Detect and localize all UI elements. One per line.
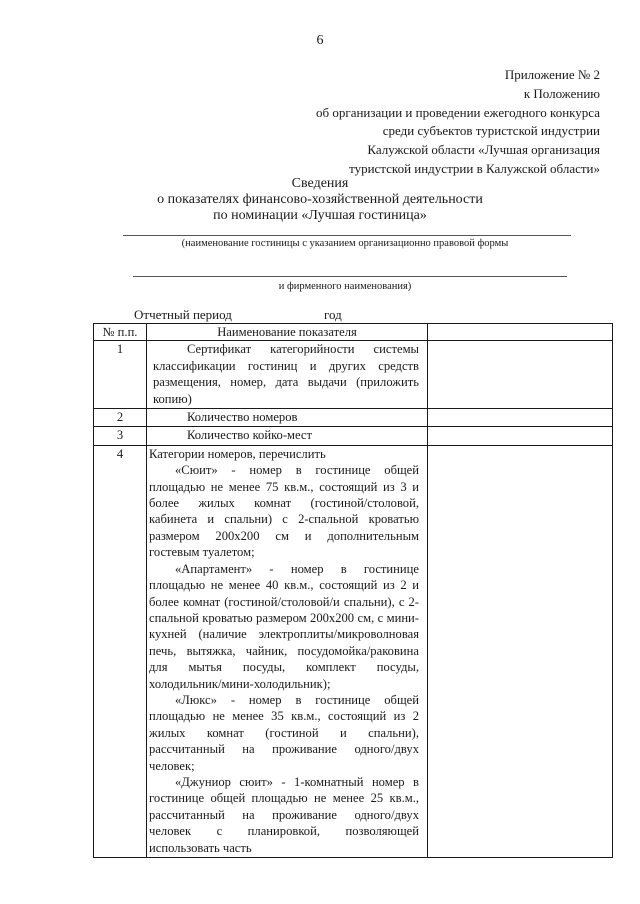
column-header-number: № п.п. bbox=[94, 324, 147, 341]
indicator-text: Количество койко-мест bbox=[147, 427, 428, 445]
indicator-text: Сертификат категорийности системы классификации гостиниц и других средств размещения, номер, дата выдачи (приложить копию) bbox=[147, 341, 428, 409]
period-year-label: год bbox=[324, 307, 342, 322]
table-header-row bbox=[94, 324, 613, 341]
page-number: 6 bbox=[316, 33, 324, 48]
table-row bbox=[94, 445, 613, 857]
indicators-table bbox=[93, 323, 613, 858]
document-subtitle: о показателях финансово-хозяйственной деятельности bbox=[157, 192, 483, 207]
value-cell[interactable] bbox=[428, 324, 613, 341]
period-label: Отчетный период bbox=[134, 307, 232, 322]
room-category-junior-suite: «Джуниор сюит» - 1-комнатный номер в гостинице общей площадью не менее 25 кв.м., рассчитанный на проживание одного/двух человек с планировкой, позволяющей использовать часть bbox=[149, 774, 419, 855]
annex-line: Калужской области «Лучшая организация bbox=[367, 142, 600, 158]
hotel-name-blank-line-2 bbox=[133, 276, 567, 277]
annex-line: Приложение № 2 bbox=[504, 67, 600, 82]
value-cell[interactable] bbox=[428, 341, 613, 409]
row-number: 3 bbox=[94, 427, 147, 445]
table-row bbox=[94, 341, 613, 409]
document-heading bbox=[0, 176, 640, 224]
room-categories-intro: Категории номеров, перечислить bbox=[149, 446, 326, 461]
reporting-period bbox=[134, 307, 342, 323]
document-title: Сведения bbox=[291, 176, 349, 191]
annex-header bbox=[316, 66, 600, 179]
table-row bbox=[94, 409, 613, 427]
room-category-suite: «Сюит» - номер в гостинице общей площадью не менее 75 кв.м., состоящий из 3 и более жилых комнат (гостиной/столовой, кабинета и спальни) с 2-спальной кроватью размером 200x200 см и дополнительным гостевым туалетом; bbox=[149, 463, 419, 560]
hotel-name-note-2: и фирменного наименования) bbox=[278, 281, 412, 292]
annex-line: к Положению bbox=[523, 85, 600, 101]
document-subtitle: по номинации «Лучшая гостиница» bbox=[213, 208, 427, 223]
indicator-text bbox=[147, 445, 428, 857]
hotel-name-blank-line bbox=[123, 235, 571, 236]
value-cell[interactable] bbox=[428, 409, 613, 427]
column-header-indicator: Наименование показателя bbox=[147, 324, 428, 341]
annex-line: об организации и проведении ежегодного конкурса bbox=[316, 104, 600, 120]
indicator-text: Количество номеров bbox=[147, 409, 428, 427]
row-number: 4 bbox=[94, 445, 147, 857]
room-category-apartment: «Апартамент» - номер в гостинице площадью не менее 40 кв.м., состоящий из 2 и более комнат (гостиной/столовой/и спальни), с 2-спальной кроватью размером 200x200 см, с мини-кухней (наличие электроплиты/микроволновая печь, вытяжка, чайник, посудомойка/раковина для мытья посуды, комплект посуды, холодильник/мини-холодильник); bbox=[149, 561, 419, 691]
room-category-lux: «Люкс» - номер в гостинице общей площадью не менее 35 кв.м., состоящий из 2 жилых комнат (гостиной и спальни), рассчитанный на проживание одного/двух человек; bbox=[149, 692, 419, 773]
hotel-name-note: (наименование гостиницы с указанием организационно правовой формы bbox=[181, 238, 509, 249]
annex-line: среди субъектов туристской индустрии bbox=[382, 123, 600, 139]
value-cell[interactable] bbox=[428, 445, 613, 857]
value-cell[interactable] bbox=[428, 427, 613, 445]
row-number: 2 bbox=[94, 409, 147, 427]
annex-line: туристской индустрии в Калужской области» bbox=[349, 160, 600, 176]
table-row bbox=[94, 427, 613, 445]
row-number: 1 bbox=[94, 341, 147, 409]
